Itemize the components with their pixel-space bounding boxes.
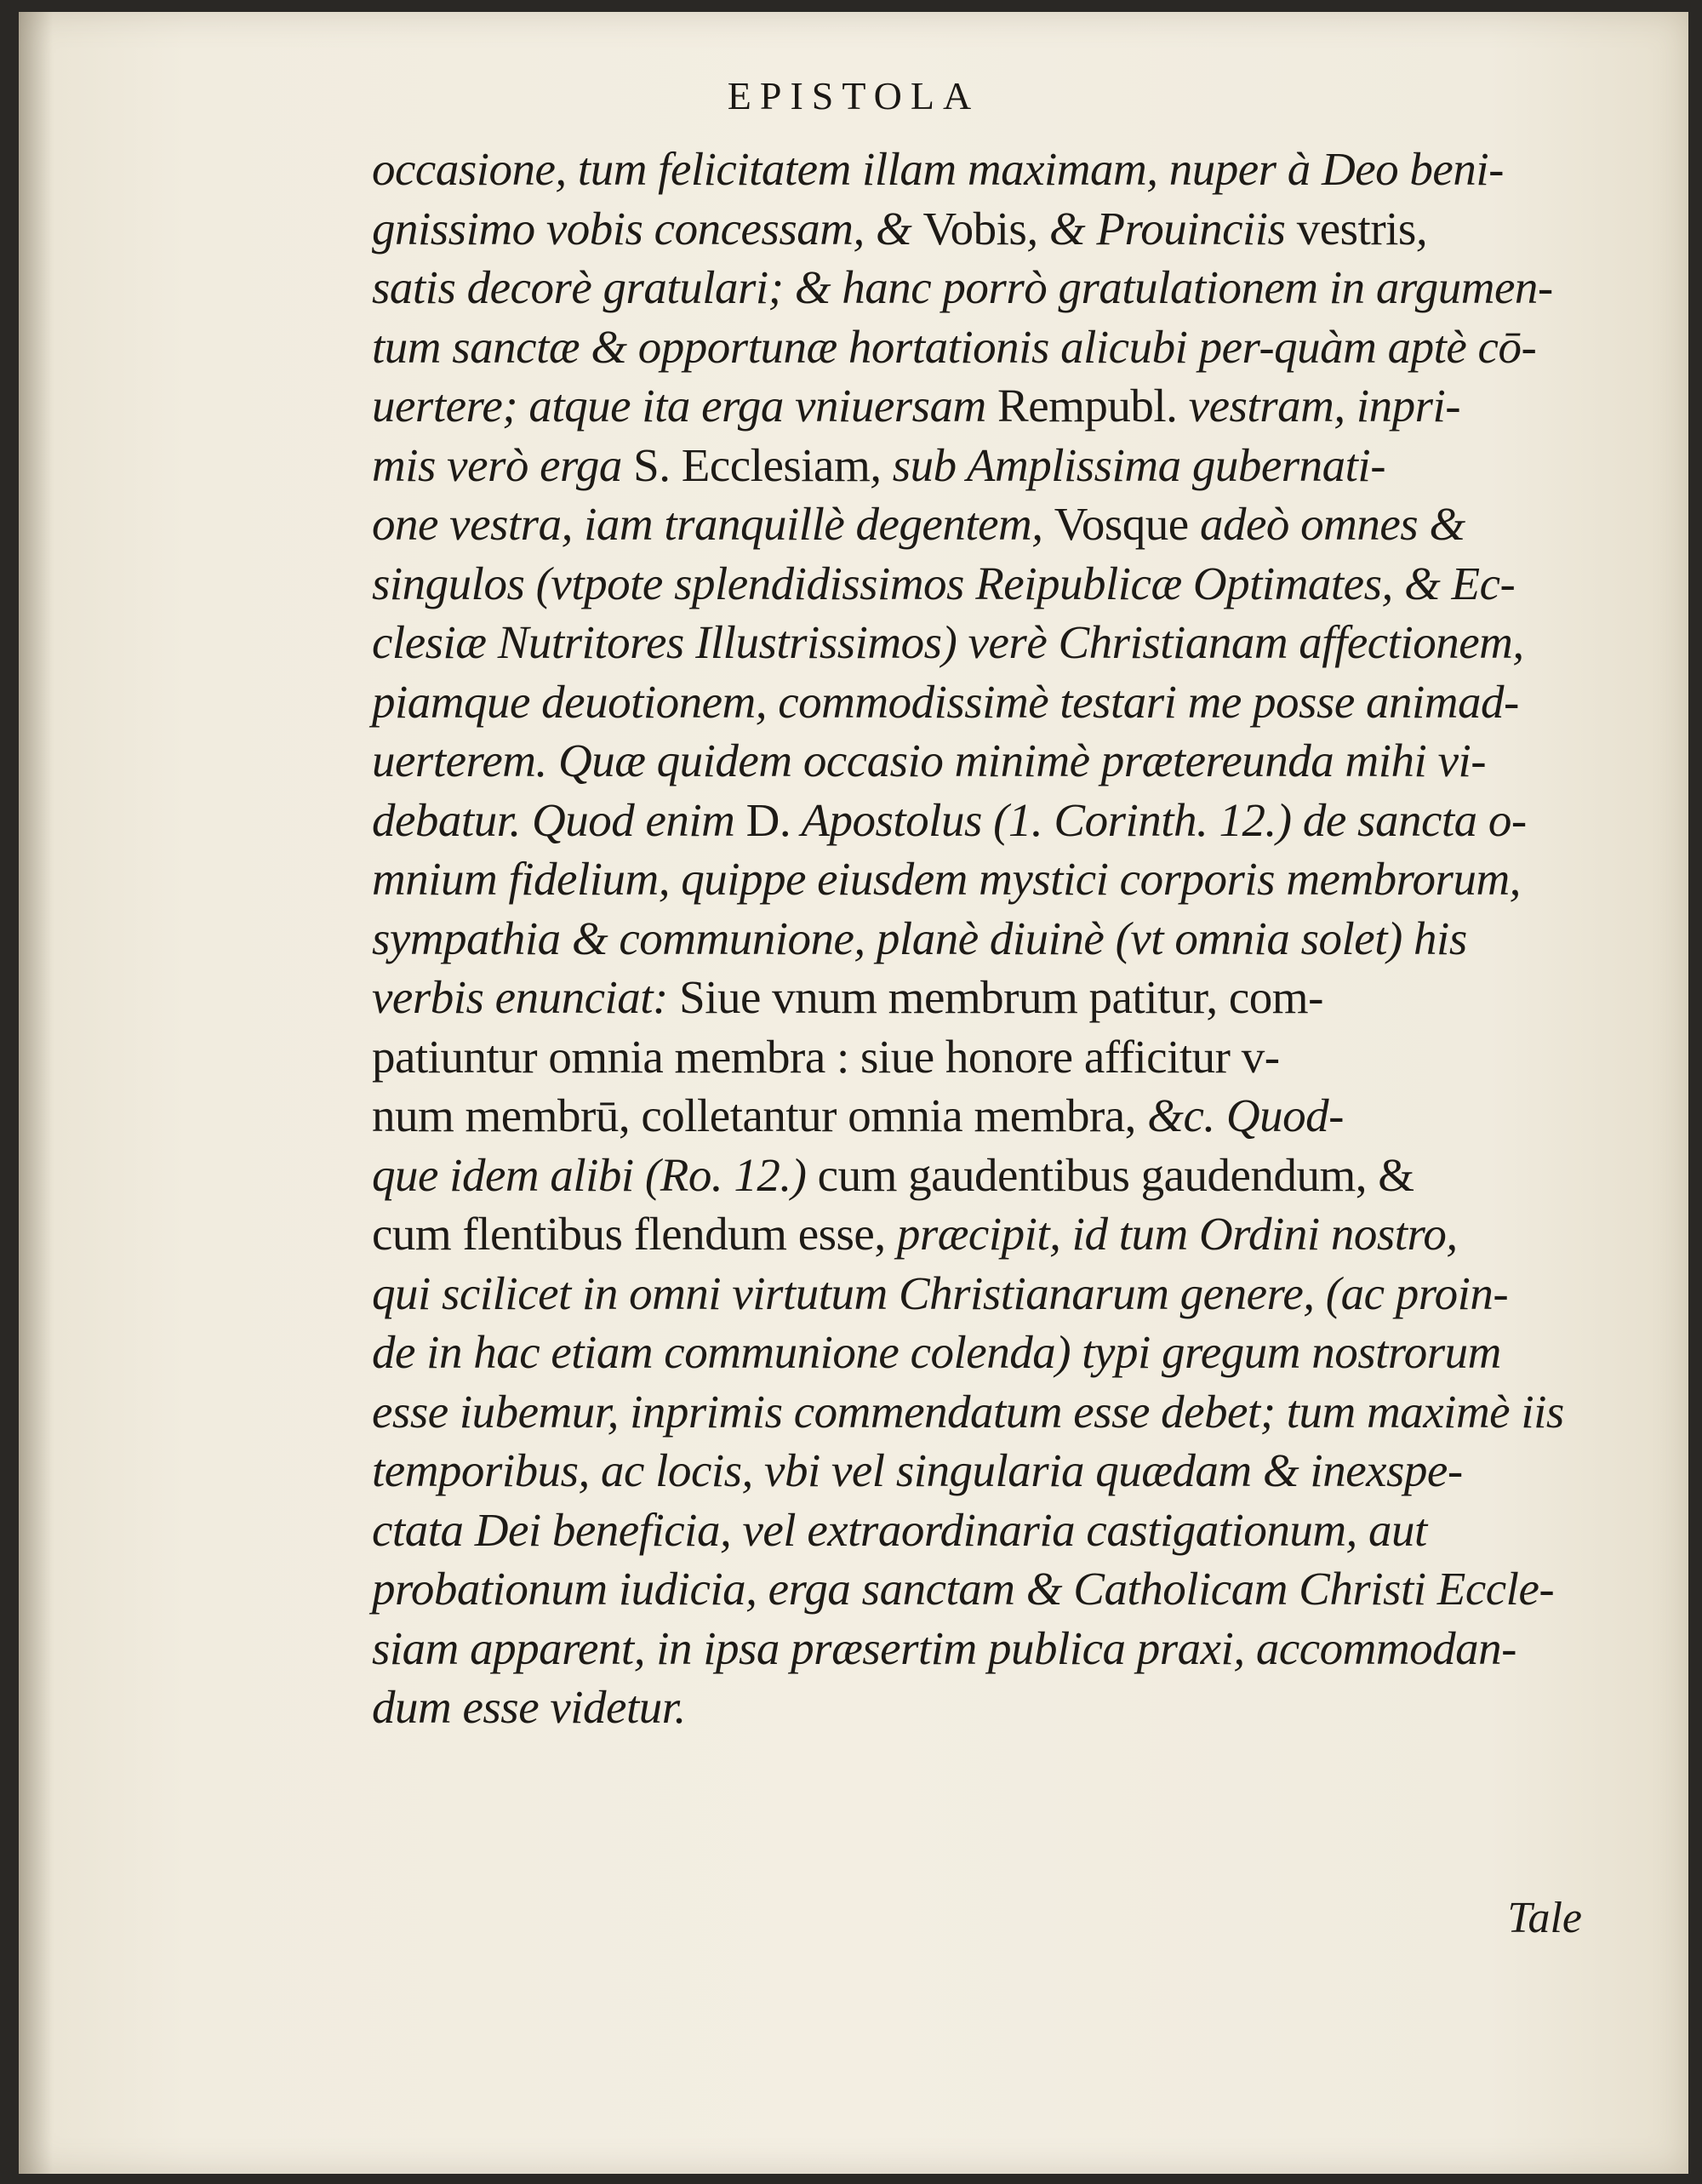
italic-run: sympathia & communione, planè diuinè (vt omnia solet) his [372,912,1467,964]
italic-run: adeò omnes & [1188,498,1465,550]
italic-run: tum sanctæ & opportunæ hortationis alicubi per-quàm aptè cō- [372,320,1537,373]
text-line [372,1146,1665,1205]
text-line [372,672,1665,732]
italic-run: gnissimo vobis concessam, & [372,202,923,254]
italic-run: , [1415,202,1428,254]
text-line [372,791,1665,850]
italic-run: mnium fidelium, quippe eiusdem mystici corporis membrorum, [372,853,1521,905]
italic-run: probationum iudicia, erga sanctam & Catholicam Christi Eccle- [372,1563,1555,1615]
roman-run: Siue vnum membrum patitur, com- [679,971,1323,1023]
text-line [372,1264,1665,1324]
italic-run: temporibus, ac locis, vbi vel singularia quædam & inexspe- [372,1444,1463,1496]
roman-run: Vobis [922,202,1027,254]
text-line [372,1678,1665,1737]
italic-run: ctata Dei beneficia, vel extraordinaria castigationum, aut [372,1503,1427,1556]
gutter-shadow [19,12,53,2174]
italic-run: &c. Quod- [1147,1089,1344,1141]
running-head: EPISTOLA [727,74,980,117]
text-line [372,1027,1665,1087]
text-line [372,140,1665,199]
text-line [372,1559,1665,1619]
text-line [372,909,1665,969]
text-line [372,258,1665,317]
italic-run: , & Prouinciis [1026,202,1297,254]
text-line [372,1382,1665,1442]
page-leaf [19,12,1688,2174]
italic-run: verbis enunciat: [372,971,680,1023]
italic-run: Apostolus (1. Corinth. 12.) de sancta o- [791,793,1527,846]
italic-run: dum esse videtur. [372,1681,686,1733]
text-line [372,317,1665,377]
text-line [372,1619,1665,1678]
text-line [372,495,1665,554]
italic-run: , sub Amplissima gubernati- [870,438,1386,491]
roman-run: cum flentibus flendum esse, [372,1208,897,1260]
roman-run: vestris [1296,202,1416,254]
italic-run: vestram, inpri- [1177,380,1461,432]
text-line [372,613,1665,672]
italic-run: piamque deuotionem, commodissimè testari me posse animad- [372,675,1519,728]
text-line [372,849,1665,909]
text-line [372,1441,1665,1501]
roman-run: Vosque [1054,498,1189,550]
roman-run: Rempubl. [997,380,1178,432]
italic-run: uertere; atque ita erga vniuersam [372,380,998,432]
roman-run: cum gaudentibus gaudendum, & [817,1148,1414,1201]
italic-run: de in hac etiam communione colenda) typi gregum nostrorum [372,1326,1501,1378]
text-line [372,1323,1665,1382]
italic-run: singulos (vtpote splendidissimos Reipublicæ Optimates, & Ec- [372,557,1516,609]
roman-run: S. Ecclesiam [633,438,871,491]
text-line [372,554,1665,614]
text-line [372,436,1665,495]
italic-run: qui scilicet in omni virtutum Christianarum genere, (ac proin- [372,1266,1509,1319]
italic-run: debatur. Quod enim [372,793,746,846]
text-line [372,731,1665,791]
italic-run: præcipit, id tum Ordini nostro, [896,1208,1458,1260]
roman-run: D. [745,793,791,846]
roman-run: num membrū, colletantur omnia membra, [372,1089,1148,1141]
italic-run: one vestra, iam tranquillè degentem, [372,498,1054,550]
italic-run: clesiæ Nutritores Illustrissimos) verè Christianam affectionem, [372,616,1524,668]
italic-run: esse iubemur, inprimis commendatum esse debet; tum maximè iis [372,1385,1564,1438]
italic-run: mis verò erga [372,438,634,491]
text-line [372,199,1665,259]
body-text [372,140,1665,1737]
italic-run: que idem alibi (Ro. 12.) [372,1148,818,1201]
catchword: Tale [1507,1894,1582,1942]
roman-run: patiuntur omnia membra : siue honore afficitur v- [372,1030,1280,1083]
italic-run: satis decorè gratulari; & hanc porrò gratulationem in argumen- [372,261,1553,313]
italic-run: siam apparent, in ipsa præsertim publica praxi, accommodan- [372,1621,1516,1674]
text-line [372,1501,1665,1560]
text-line [372,1086,1665,1146]
text-line [372,968,1665,1027]
text-line [372,376,1665,436]
text-line [372,1204,1665,1264]
italic-run: uerterem. Quæ quidem occasio minimè prætereunda mihi vi- [372,735,1487,786]
italic-run: occasione, tum felicitatem illam maximam, nuper à Deo beni- [372,143,1504,195]
